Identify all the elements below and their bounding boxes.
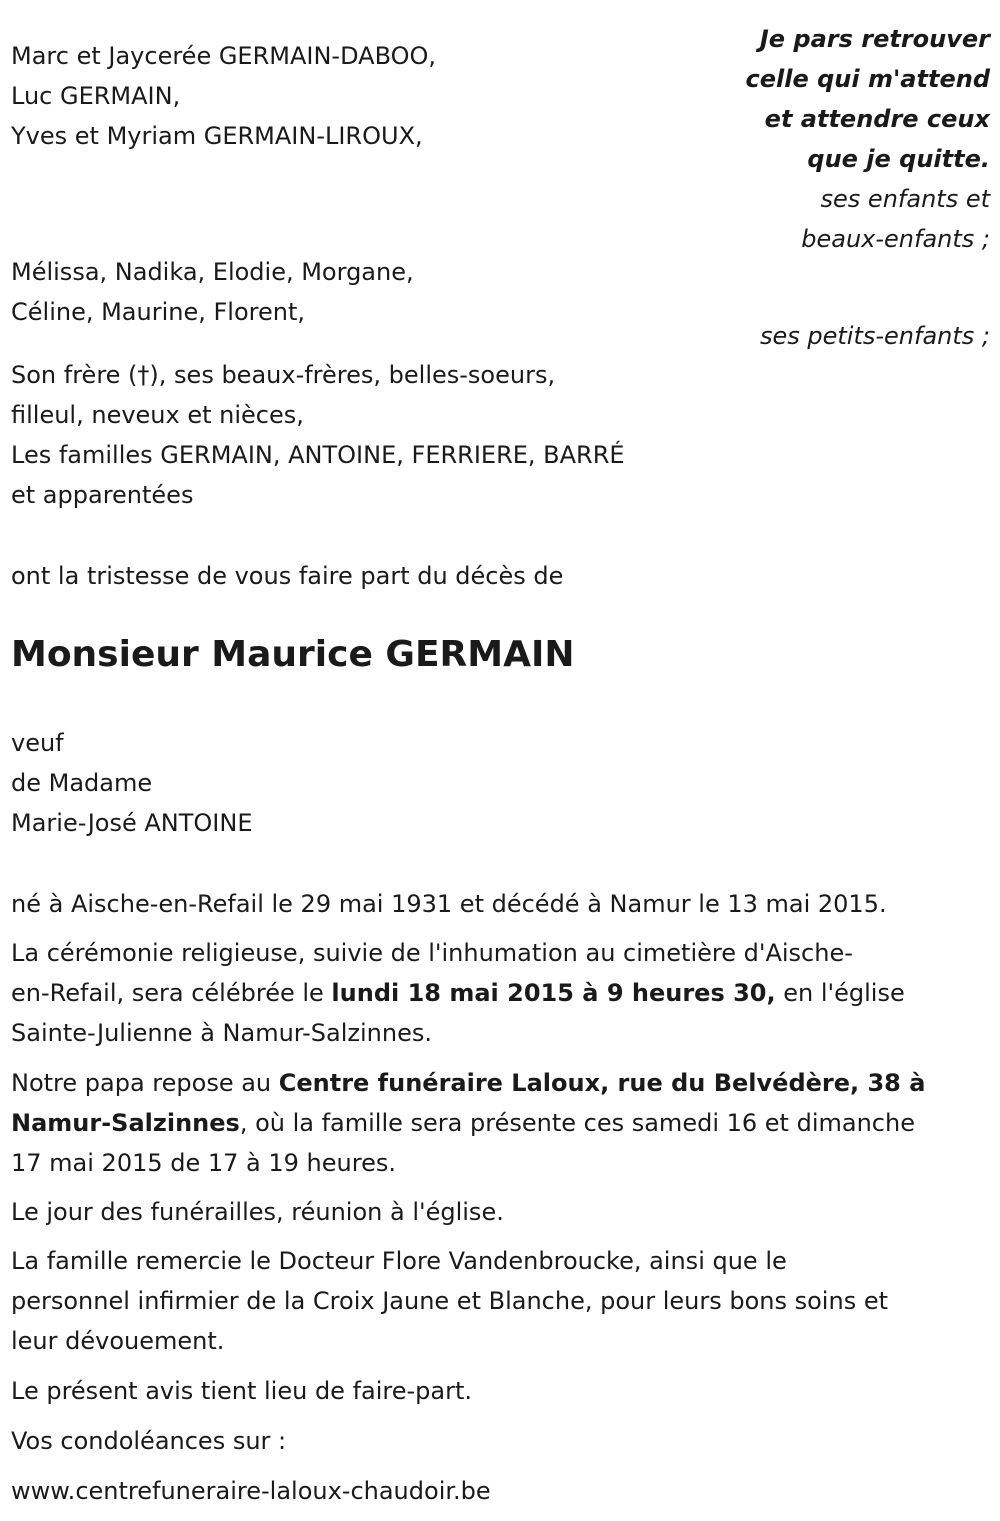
quote-line: et attendre ceux: [764, 105, 990, 133]
ceremony-line: Sainte-Julienne à Namur-Salzinnes.: [11, 1019, 432, 1047]
relatives-list: [11, 355, 625, 515]
in-laws-text: ), ses beaux-frères, belles-soeurs,: [149, 361, 556, 389]
rest-text: Notre papa repose au: [11, 1069, 279, 1097]
children-qualifier: ses enfants et: [820, 185, 990, 213]
brother-text: Son frère (: [11, 361, 138, 389]
quote-line: que je quitte.: [807, 145, 990, 173]
funeral-home-city: Namur-Salzinnes: [11, 1109, 240, 1137]
rest-line: 17 mai 2015 de 17 à 19 heures.: [11, 1149, 396, 1177]
condolences-website-link[interactable]: www.centrefuneraire-laloux-chaudoir.be: [11, 1477, 491, 1505]
notice-text: Le présent avis tient lieu de faire-part.: [11, 1377, 473, 1405]
ceremony-line: La cérémonie religieuse, suivie de l'inhumation au cimetière d'Aische-: [11, 939, 853, 967]
birth-death-text: né à Aische-en-Refail le 29 mai 1931 et décédé à Namur le 13 mai 2015.: [11, 890, 887, 918]
relatives-line: filleul, neveux et nièces,: [11, 401, 304, 429]
widower-line: veuf: [11, 729, 64, 757]
grandchildren-qualifier: ses petits-enfants ;: [759, 322, 990, 350]
thanks-line: leur dévouement.: [11, 1327, 225, 1355]
funeral-home-address: Centre funéraire Laloux, rue du Belvédère, 38 à: [278, 1069, 926, 1097]
announcement-text: ont la tristesse de vous faire part du décès de: [11, 562, 564, 590]
deceased-name: Monsieur Maurice GERMAIN: [11, 634, 575, 675]
child-line: Yves et Myriam GERMAIN-LIROUX,: [11, 122, 423, 150]
thanks-line: La famille remercie le Docteur Flore Vandenbroucke, ainsi que le: [11, 1247, 787, 1275]
rest-text: , où la famille sera présente ces samedi 16 et dimanche: [239, 1109, 915, 1137]
widower-block: [11, 723, 253, 843]
ceremony-paragraph: [11, 933, 905, 1053]
condolences-label: Vos condoléances sur :: [11, 1427, 287, 1455]
child-line: Marc et Jaycerée GERMAIN-DABOO,: [11, 42, 437, 70]
grandchildren-list: [11, 252, 414, 332]
ceremony-text: en-Refail, sera célébrée le: [11, 979, 332, 1007]
ceremony-text: en l'église: [775, 979, 905, 1007]
children-list: [11, 36, 436, 156]
rest-paragraph: [11, 1063, 925, 1183]
quote-line: celle qui m'attend: [745, 65, 990, 93]
widower-line: Marie-José ANTOINE: [11, 809, 253, 837]
relatives-line: [11, 355, 625, 395]
grandchild-line: Céline, Maurine, Florent,: [11, 298, 305, 326]
relatives-line: et apparentées: [11, 481, 194, 509]
quote-line: Je pars retrouver: [759, 25, 990, 53]
epitaph-quote: [746, 19, 990, 259]
children-qualifier: beaux-enfants ;: [801, 225, 990, 253]
rest-line: [11, 1063, 925, 1103]
thanks-line: personnel infirmier de la Croix Jaune et Blanche, pour leurs bons soins et: [11, 1287, 888, 1315]
ceremony-line: [11, 973, 905, 1013]
deceased-cross-icon: †: [137, 361, 150, 389]
funeral-day-text: Le jour des funérailles, réunion à l'église.: [11, 1198, 504, 1226]
widower-line: de Madame: [11, 769, 153, 797]
thanks-paragraph: [11, 1241, 888, 1361]
relatives-line: Les familles GERMAIN, ANTOINE, FERRIERE, BARRÉ: [11, 441, 625, 469]
rest-line: [11, 1103, 925, 1143]
grandchild-line: Mélissa, Nadika, Elodie, Morgane,: [11, 258, 414, 286]
child-line: Luc GERMAIN,: [11, 82, 181, 110]
ceremony-datetime: lundi 18 mai 2015 à 9 heures 30,: [331, 979, 776, 1007]
